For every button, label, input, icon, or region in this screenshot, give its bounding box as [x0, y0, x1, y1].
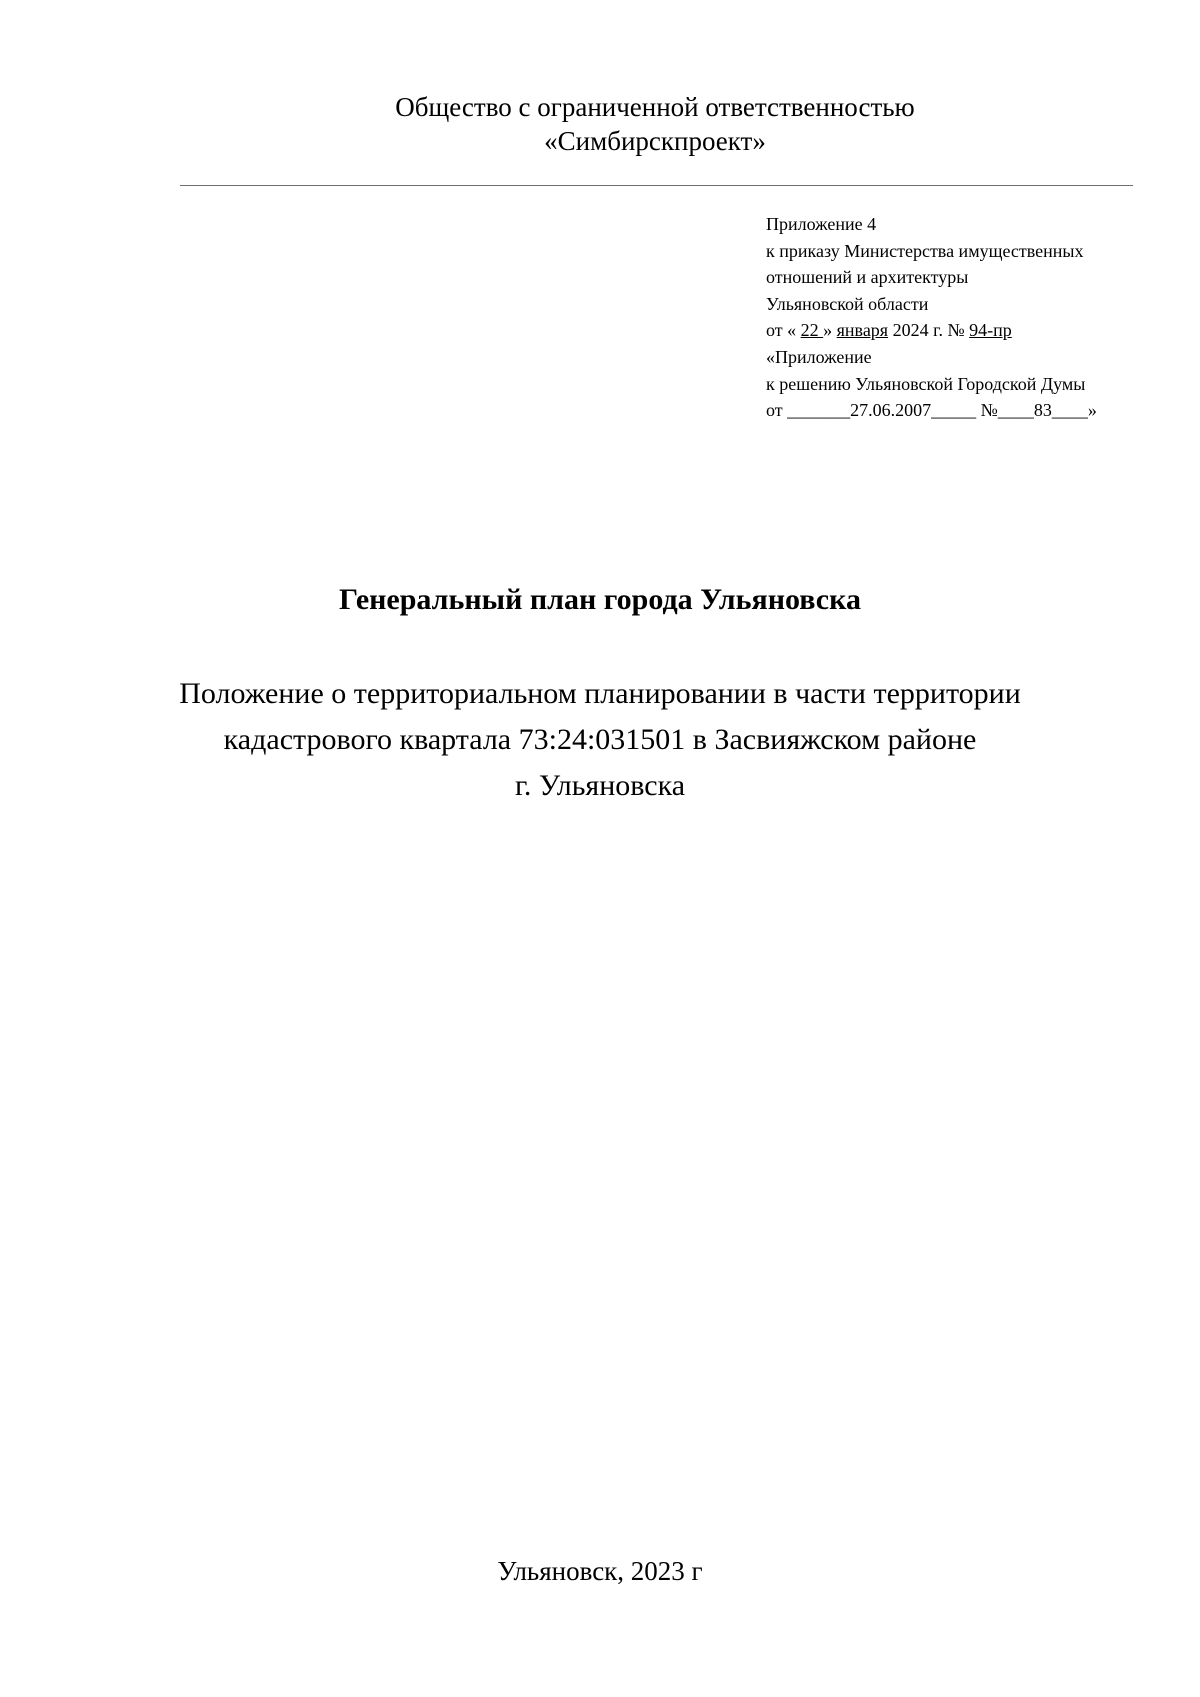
- appendix-decision-ref: к решению Ульяновской Городской Думы: [766, 373, 1086, 394]
- document-title: Генеральный план города Ульяновска: [339, 583, 861, 616]
- subtitle-line: г. Ульяновска: [514, 769, 686, 802]
- organization-name: «Симбирскпроект»: [544, 126, 766, 156]
- subtitle-line: кадастрового квартала 73:24:031501 в Засвияжском районе: [223, 723, 977, 756]
- decision-prefix: от: [766, 400, 788, 421]
- appendix-region: Ульяновской области: [766, 293, 929, 314]
- order-month: января: [836, 320, 889, 341]
- decision-num-label: №: [976, 400, 998, 421]
- appendix-order-date: [766, 317, 1196, 344]
- decision-suffix: »: [1087, 400, 1097, 421]
- order-number: 94-пр: [969, 320, 1012, 341]
- organization-header: [180, 90, 1130, 158]
- organization-name-line: Общество с ограниченной ответственностью: [395, 92, 915, 122]
- appendix-decision-date: [766, 397, 1196, 424]
- order-year: 2024 г. №: [888, 320, 970, 341]
- order-mid: »: [823, 320, 837, 341]
- appendix-block: [766, 211, 1196, 424]
- decision-number: ____83____: [997, 400, 1088, 421]
- decision-date: _______27.06.2007_____: [787, 400, 977, 421]
- document-subtitle: [100, 671, 1100, 809]
- subtitle-line: Положение о территориальном планировании в части территории: [179, 677, 1021, 710]
- appendix-ministry: отношений и архитектуры: [766, 267, 969, 288]
- appendix-attachment: «Приложение: [766, 346, 872, 367]
- appendix-order-ref: к приказу Министерства имущественных: [766, 240, 1084, 261]
- appendix-number: Приложение 4: [766, 214, 877, 234]
- order-day: 22: [800, 320, 824, 341]
- header-divider: [180, 185, 1133, 186]
- place-and-year: Ульяновск, 2023 г: [497, 1556, 703, 1586]
- order-prefix: от «: [766, 320, 801, 341]
